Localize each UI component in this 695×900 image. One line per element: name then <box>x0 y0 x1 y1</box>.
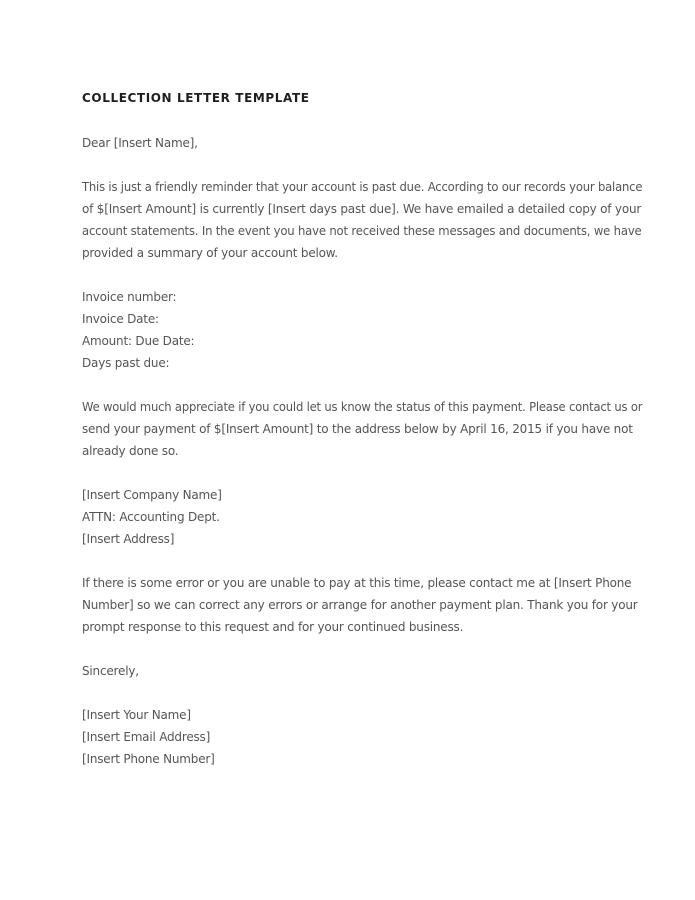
closing: Sincerely, <box>82 664 139 678</box>
signer-email: [Insert Email Address] <box>82 730 211 744</box>
paragraph-line: prompt response to this request and for your continued business. <box>82 620 464 634</box>
company-name: [Insert Company Name] <box>82 488 222 502</box>
street-address: [Insert Address] <box>82 532 175 546</box>
salutation-block <box>82 132 614 154</box>
salutation: Dear [Insert Name], <box>82 136 198 150</box>
signer-phone: [Insert Phone Number] <box>82 752 215 766</box>
error-contact-paragraph <box>82 572 638 638</box>
payment-request-paragraph <box>82 396 643 462</box>
paragraph-line: of $[Insert Amount] is currently [Insert days past due]. We have emailed a detailed copy of your <box>82 202 642 216</box>
paragraph-line: provided a summary of your account below. <box>82 246 338 260</box>
attention-line: ATTN: Accounting Dept. <box>82 510 220 524</box>
invoice-number-label: Invoice number: <box>82 290 177 304</box>
mailing-address <box>82 484 614 550</box>
paragraph-line: We would much appreciate if you could let us know the status of this payment. Please contact us or <box>82 400 643 414</box>
paragraph-line: This is just a friendly reminder that your account is past due. According to our records your balance <box>82 180 643 194</box>
signer-name: [Insert Your Name] <box>82 708 191 722</box>
paragraph-line: If there is some error or you are unable to pay at this time, please contact me at [Insert Phone <box>82 576 632 590</box>
intro-paragraph <box>82 176 643 264</box>
paragraph-line: send your payment of $[Insert Amount] to the address below by April 16, 2015 if you have not <box>82 422 633 436</box>
document-title: COLLECTION LETTER TEMPLATE <box>82 91 310 105</box>
invoice-date-label: Invoice Date: <box>82 312 159 326</box>
amount-due-date-label: Amount: Due Date: <box>82 334 195 348</box>
closing-block <box>82 660 614 682</box>
paragraph-line: Number] so we can correct any errors or arrange for another payment plan. Thank you for your <box>82 598 638 612</box>
paragraph-line: account statements. In the event you have not received these messages and documents, we have <box>82 224 642 238</box>
letter-body <box>82 88 643 792</box>
paragraph-line: already done so. <box>82 444 179 458</box>
signature-block <box>82 704 614 770</box>
account-summary <box>82 286 614 374</box>
days-past-due-label: Days past due: <box>82 356 170 370</box>
